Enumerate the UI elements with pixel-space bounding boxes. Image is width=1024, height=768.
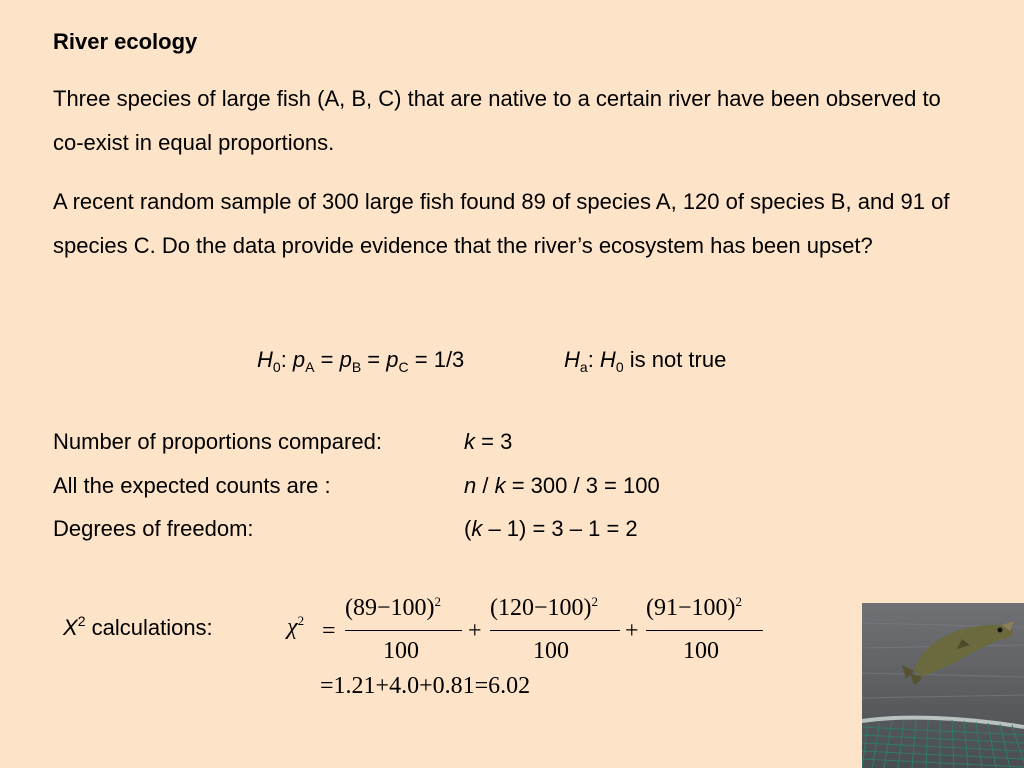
- chi-symbol: $\chi^2$: [287, 613, 305, 640]
- plus-sign-1: +: [468, 618, 482, 644]
- degrees-freedom-value: (k – 1) = 3 – 1 = 2: [464, 516, 638, 541]
- proportions-label: Number of proportions compared:: [53, 429, 382, 454]
- plus-sign-2: +: [625, 618, 639, 644]
- numerator-1: $(89-100)^2$: [345, 594, 442, 621]
- null-hypothesis: $H_0$: $p_A = p_B = p_C = 1/3$: [257, 347, 465, 375]
- equals-sign: =: [322, 618, 336, 644]
- chi-square-result: =1.21+4.0+0.81=6.02: [320, 673, 531, 699]
- proportions-value: k = 3: [464, 429, 513, 454]
- fraction-bar-2: [490, 630, 620, 631]
- expected-counts-label: All the expected counts are :: [53, 473, 331, 498]
- expected-counts-value: n / k = 300 / 3 = 100: [464, 473, 660, 498]
- chi-square-label: $X^2$ calculations:: [63, 613, 213, 640]
- question-paragraph: A recent random sample of 300 large fish found 89 of species A, 120 of species B, and 91 of species C. Do the data provide evidence that the river’s ecosystem has been upset?: [53, 189, 950, 258]
- degrees-freedom-label: Degrees of freedom:: [53, 516, 254, 541]
- denominator-2: 100: [533, 638, 569, 664]
- alternative-hypothesis: $H_a$: $H_0$ is not true: [564, 347, 727, 375]
- intro-paragraph: Three species of large fish (A, B, C) that are native to a certain river have been observed to co-exist in equal proportions.: [53, 86, 941, 155]
- fraction-bar-3: [646, 630, 763, 631]
- fish-jumping-over-net-photo: [862, 603, 1024, 768]
- page-title: River ecology: [53, 29, 198, 54]
- denominator-1: 100: [383, 638, 419, 664]
- denominator-3: 100: [683, 638, 719, 664]
- numerator-2: $(120-100)^2$: [490, 594, 599, 621]
- fraction-bar-1: [345, 630, 462, 631]
- numerator-3: $(91-100)^2$: [646, 594, 743, 621]
